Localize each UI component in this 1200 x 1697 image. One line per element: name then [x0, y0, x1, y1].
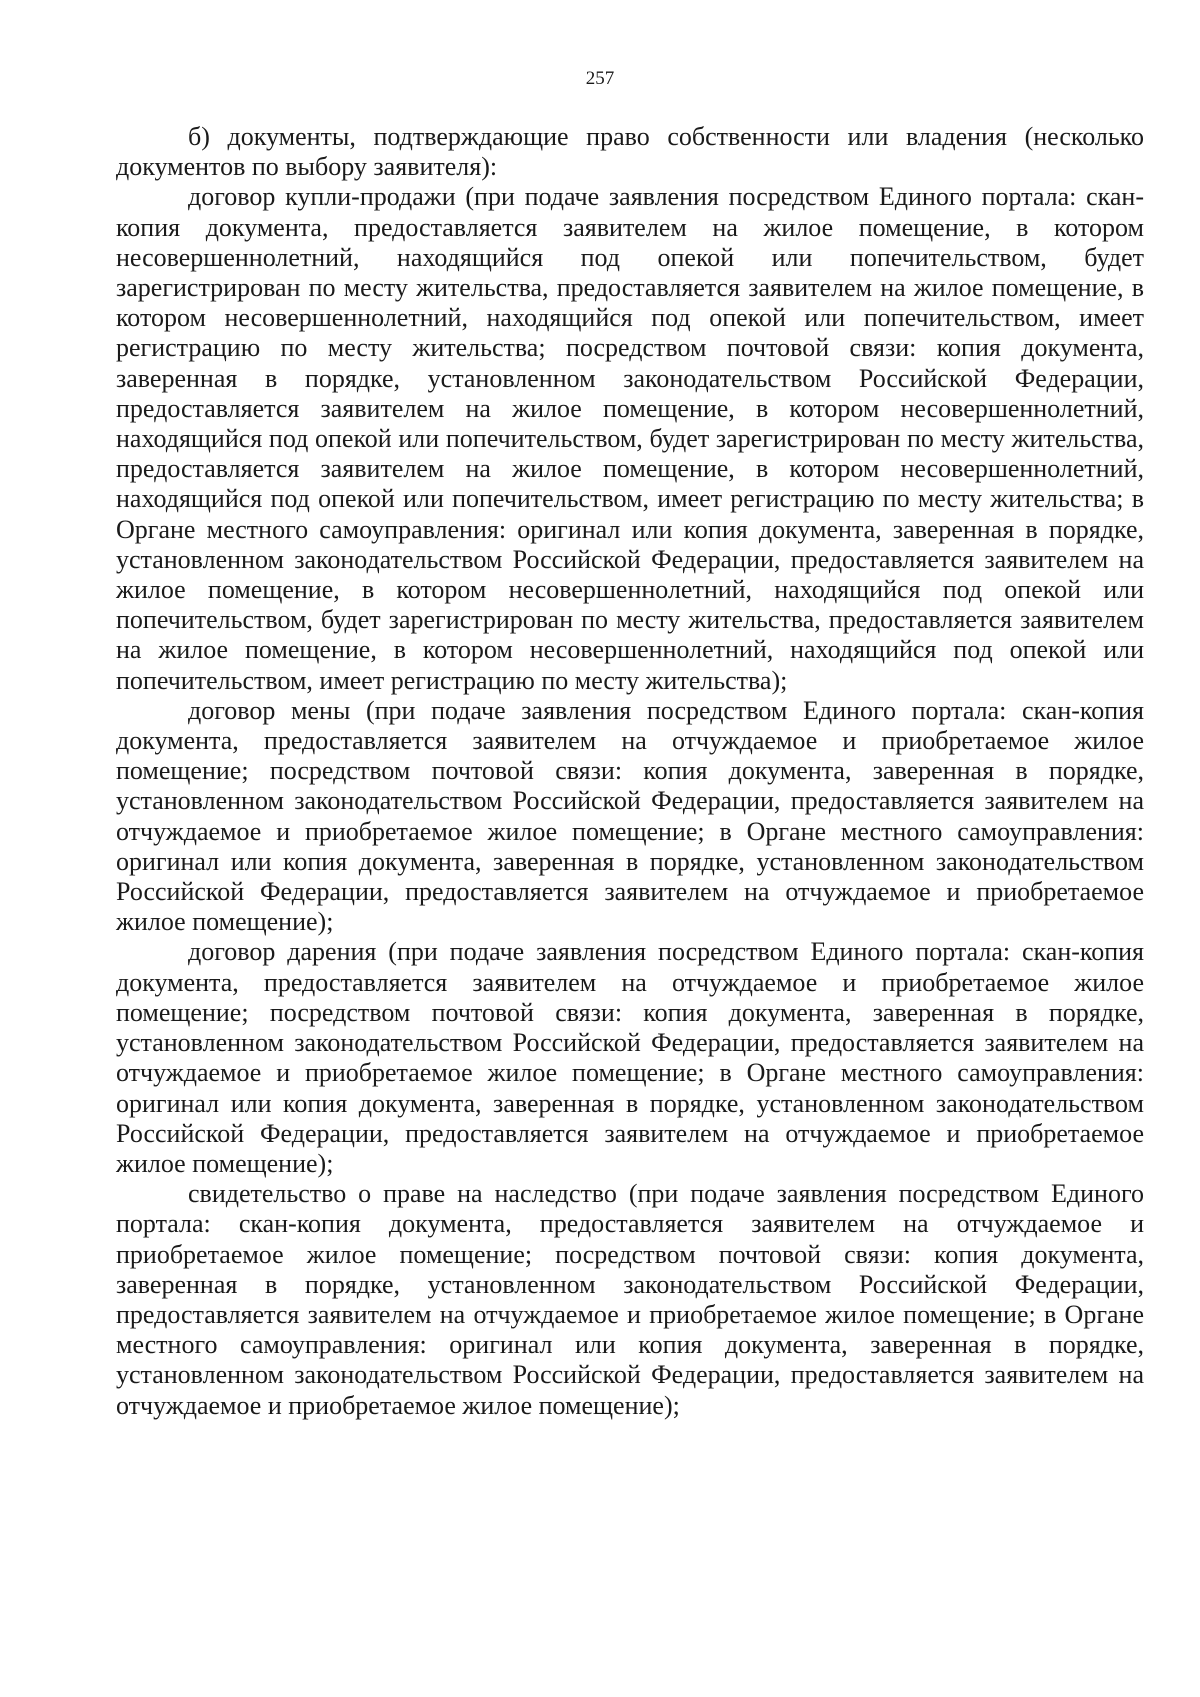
paragraph-inheritance-certificate: свидетельство о праве на наследство (при подаче заявления посредством Единого портала: скан-копия документа, предоставляется заявителем на отчуждаемое и приобретаемое жилое помещение; посредством почтовой связи: копия документа, заверенная в порядке, установленном законодательством Российской Федерации, предоставляется заявителем на отчуждаемое и приобретаемое жилое помещение; в Органе местного самоуправления: оригинал или копия документа, заверенная в порядке, установленном законодательством Российской Федерации, предоставляется заявителем на отчуждаемое и приобретаемое жилое помещение);	[116, 1179, 1144, 1420]
paragraph-exchange-agreement: договор мены (при подаче заявления посредством Единого портала: скан-копия документа, предоставляется заявителем на отчуждаемое и приобретаемое жилое помещение; посредством почтовой связи: копия документа, заверенная в порядке, установленном законодательством Российской Федерации, предоставляется заявителем на отчуждаемое и приобретаемое жилое помещение; в Органе местного самоуправления: оригинал или копия документа, заверенная в порядке, установленном законодательством Российской Федерации, предоставляется заявителем на отчуждаемое и приобретаемое жилое помещение);	[116, 695, 1144, 937]
paragraph-gift-agreement: договор дарения (при подаче заявления посредством Единого портала: скан-копия документа, предоставляется заявителем на отчуждаемое и приобретаемое жилое помещение; посредством почтовой связи: копия документа, заверенная в порядке, установленном законодательством Российской Федерации, предоставляется заявителем на отчуждаемое и приобретаемое жилое помещение; в Органе местного самоуправления: оригинал или копия документа, заверенная в порядке, установленном законодательством Российской Федерации, предоставляется заявителем на отчуждаемое и приобретаемое жилое помещение);	[116, 937, 1144, 1178]
paragraph-purchase-agreement: договор купли-продажи (при подаче заявления посредством Единого портала: скан-копия документа, предоставляется заявителем на жилое помещение, в котором несовершеннолетний, находящийся под опекой или попечительством, будет зарегистрирован по месту жительства, предоставляется заявителем на жилое помещение, в котором несовершеннолетний, находящийся под опекой или попечительством, имеет регистрацию по месту жительства; посредством почтовой связи: копия документа, заверенная в порядке, установленном законодательством Российской Федерации, предоставляется заявителем на жилое помещение, в котором несовершеннолетний, находящийся под опекой или попечительством, будет зарегистрирован по месту жительства, предоставляется заявителем на жилое помещение, в котором несовершеннолетний, находящийся под опекой или попечительством, имеет регистрацию по месту жительства; в Органе местного самоуправления: оригинал или копия документа, заверенная в порядке, установленном законодательством Российской Федерации, предоставляется заявителем на жилое помещение, в котором несовершеннолетний, находящийся под опекой или попечительством, будет зарегистрирован по месту жительства, предоставляется заявителем на жилое помещение, в котором несовершеннолетний, находящийся под опекой или попечительством, имеет регистрацию по месту жительства);	[116, 182, 1144, 695]
document-body	[116, 122, 1144, 1421]
paragraph-documents-ownership: б) документы, подтверждающие право собственности или владения (несколько документов по выбору заявителя):	[116, 122, 1144, 182]
page-number: 257	[585, 68, 615, 89]
